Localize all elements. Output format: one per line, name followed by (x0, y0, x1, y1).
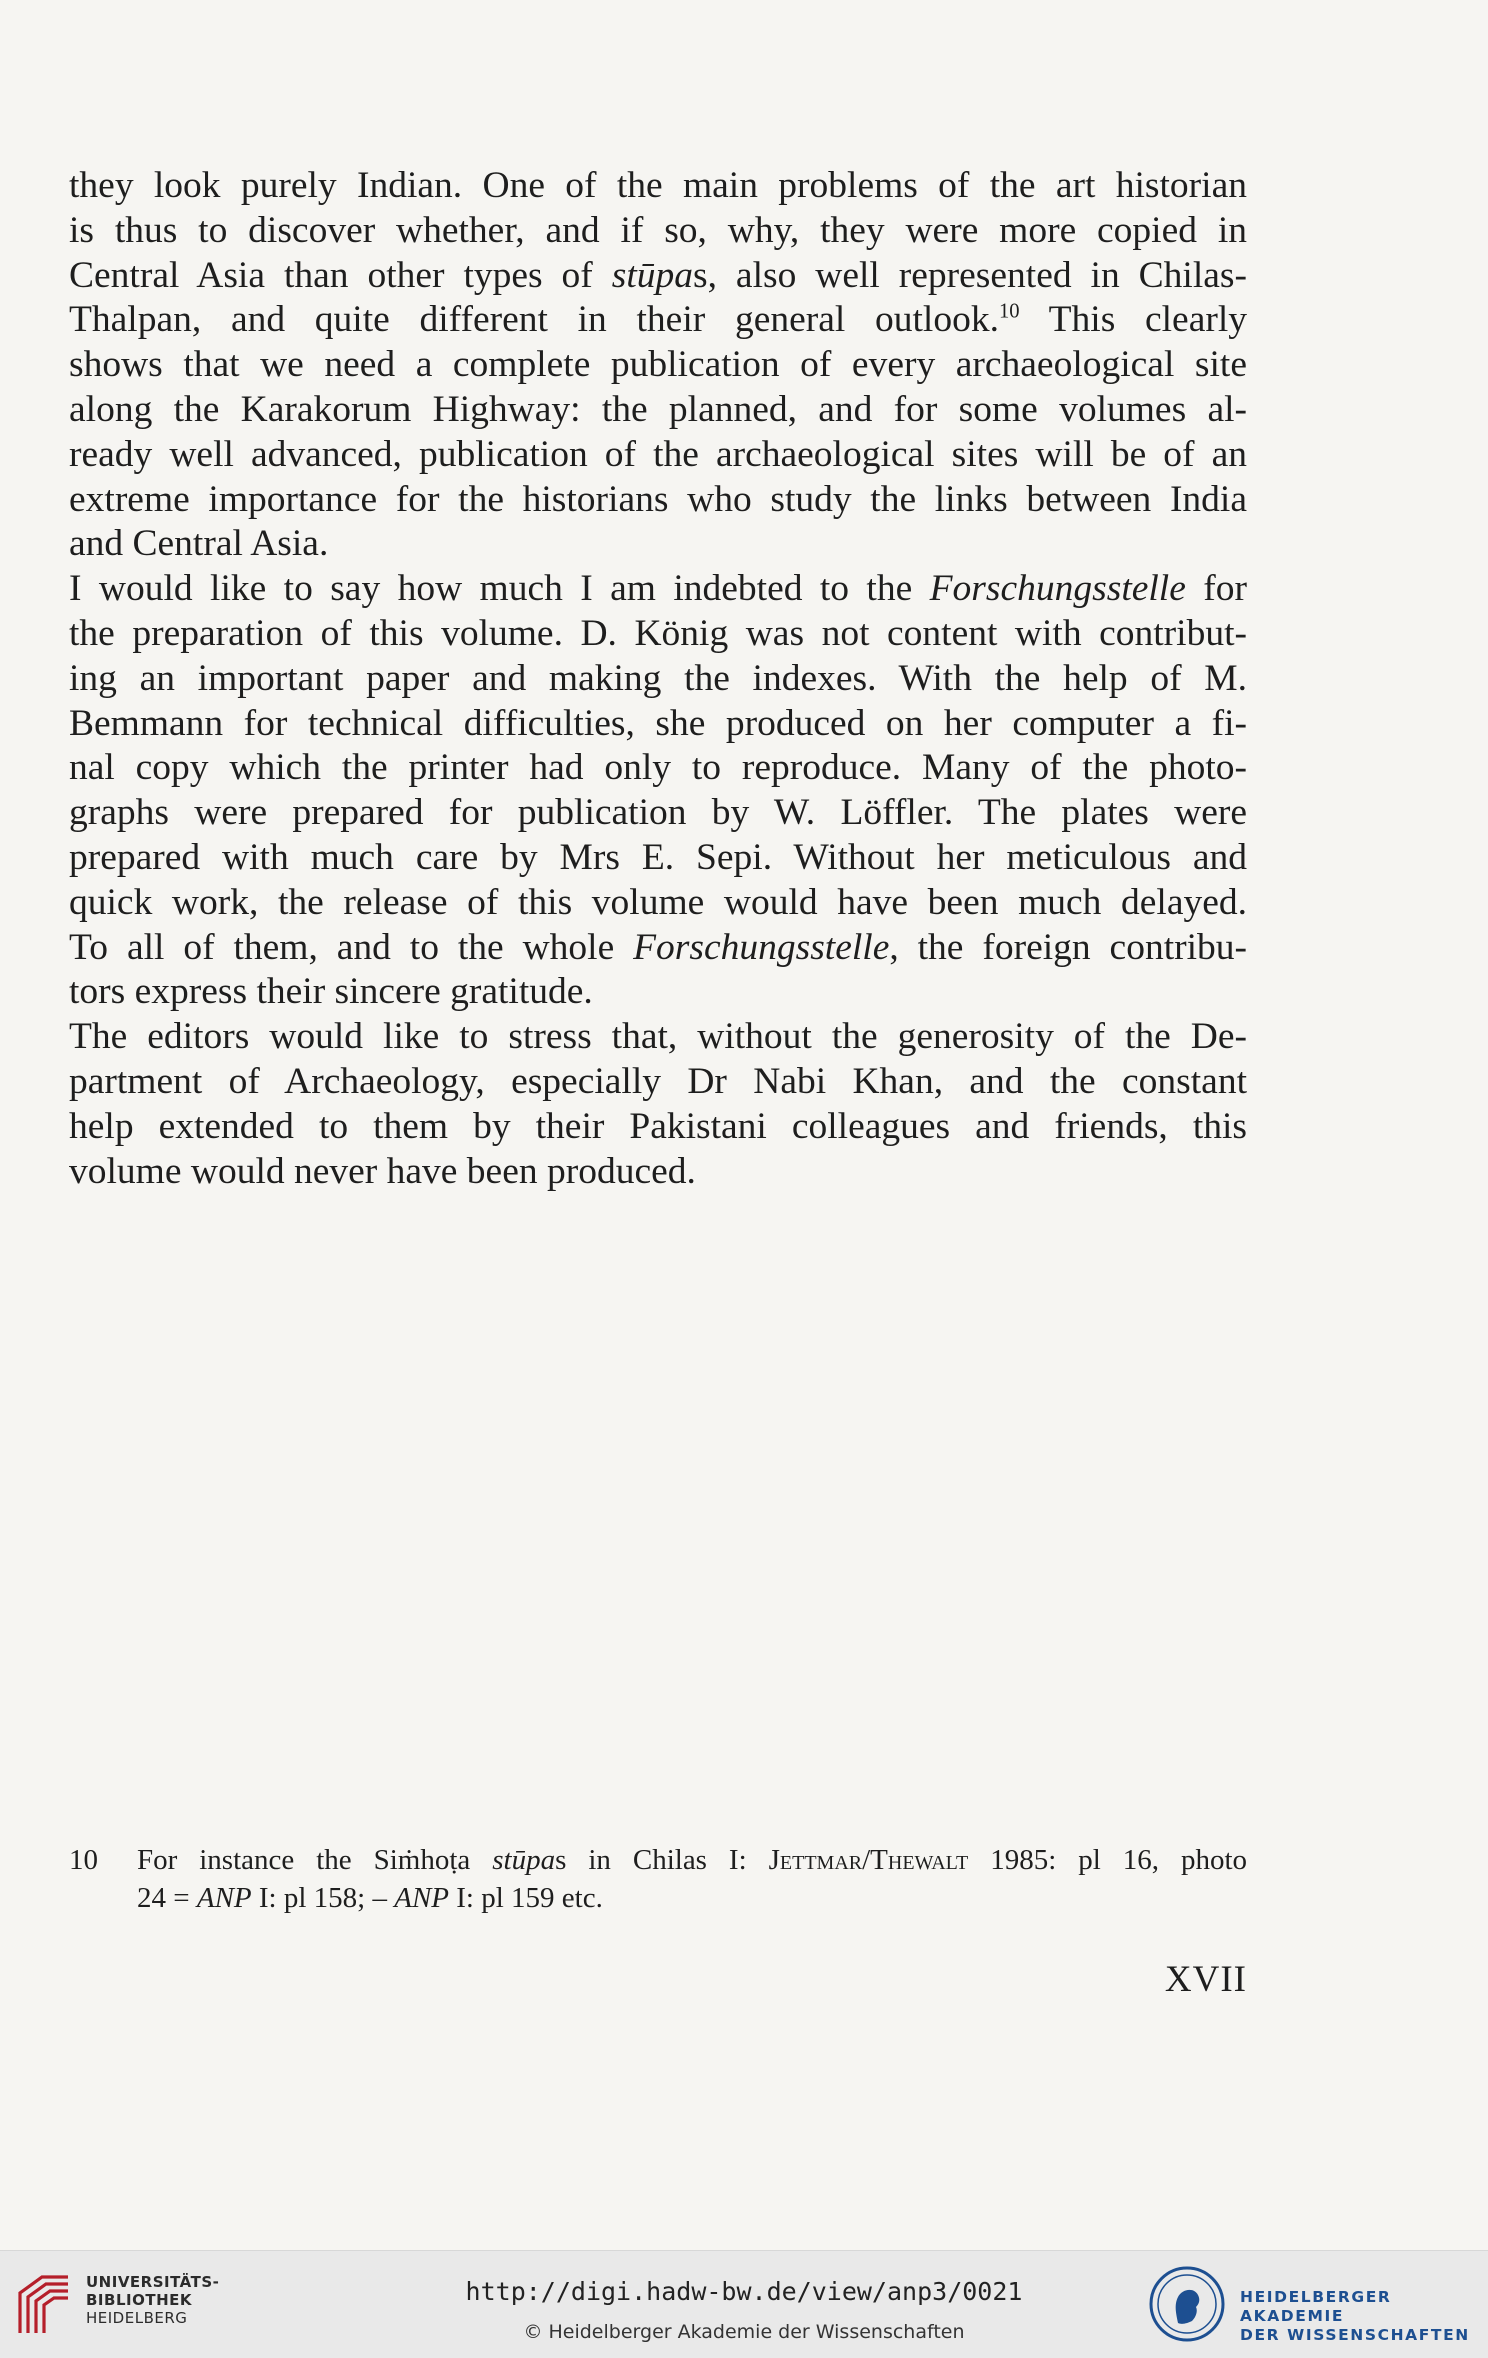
author-names: Jettmar/Thewalt (768, 1844, 969, 1876)
footnote (69, 1841, 1247, 1917)
footer-bar (0, 2250, 1488, 2358)
text-line: graphs were prepared for publication by W. Löffler. The plates were (69, 792, 1247, 834)
italic-term: Forschungsstelle (929, 568, 1186, 610)
library-name-line-1: UNIVERSITÄTS- (86, 2273, 220, 2291)
permalink-url[interactable]: http://digi.hadw-bw.de/view/anp3/0021 (465, 2277, 1023, 2306)
italic-term: ANP (196, 1882, 252, 1914)
copyright-notice: © Heidelberger Akademie der Wissenschaften (523, 2321, 965, 2343)
text-line: The editors would like to stress that, without the generosity of the De- (69, 1016, 1247, 1058)
text-line: I would like to say how much I am indebted to the Forschungsstelle for (69, 568, 1247, 610)
text-line: partment of Archaeology, especially Dr Nabi Khan, and the constant (69, 1060, 1247, 1102)
footnote-line-1: 10 For instance the Siṁhoṭa stūpas in Chilas I: Jettmar/Thewalt 1985: pl 16, photo (69, 1841, 1247, 1879)
italic-term: ANP (394, 1882, 450, 1914)
body-text (69, 164, 1247, 1194)
text-line: is thus to discover whether, and if so, why, they were more copied in (69, 209, 1247, 251)
text-line: ing an important paper and making the indexes. With the help of M. (69, 657, 1247, 699)
academy-name (1240, 2288, 1488, 2345)
academy-name-line-2: DER WISSENSCHAFTEN (1240, 2326, 1470, 2344)
library-name-line-3: HEIDELBERG (86, 2309, 188, 2327)
text-line: shows that we need a complete publication of every archaeological site (69, 344, 1247, 386)
text-line: extreme importance for the historians who study the links between India (69, 478, 1247, 520)
italic-term: stūpa (492, 1844, 556, 1876)
library-name-line-2: BIBLIOTHEK (86, 2291, 192, 2309)
text-line: prepared with much care by Mrs E. Sepi. Without her meticulous and (69, 836, 1247, 878)
text-line: they look purely Indian. One of the main problems of the art historian (69, 165, 1247, 206)
text-line: ready well advanced, publication of the archaeological sites will be of an (69, 433, 1247, 475)
academy-seal-icon (1148, 2265, 1226, 2343)
text-line: quick work, the release of this volume would have been much delayed. (69, 881, 1247, 923)
text-line: To all of them, and to the whole Forschungsstelle, the foreign contribu- (69, 926, 1248, 968)
footnote-line-2: 24 = ANP I: pl 158; – ANP I: pl 159 etc. (137, 1882, 603, 1914)
text-line: nal copy which the printer had only to reproduce. Many of the photo- (69, 747, 1247, 789)
text-line: the preparation of this volume. D. König was not content with contribut- (69, 612, 1247, 654)
text-line: help extended to them by their Pakistani colleagues and friends, this (69, 1105, 1247, 1147)
footnote-reference[interactable]: 10 (998, 300, 1020, 323)
text-line: Thalpan, and quite different in their general outlook.$^{10}$ This clearly (69, 299, 1248, 341)
text-line: Bemmann for technical difficulties, she produced on her computer a fi- (69, 702, 1247, 744)
text-line: tors express their sincere gratitude. (69, 971, 593, 1013)
text-line: and Central Asia. (69, 523, 329, 565)
text-line: along the Karakorum Highway: the planned, and for some volumes al- (69, 388, 1247, 430)
text-line: Central Asia than other types of stūpas, also well represented in Chilas- (69, 254, 1247, 296)
italic-term: stūpa (611, 254, 694, 296)
italic-term: Forschungsstelle (633, 926, 890, 968)
text-line: volume would never have been produced. (69, 1150, 696, 1192)
page-number: XVII (1164, 1959, 1247, 2000)
footnote-number: 10 (69, 1844, 98, 1876)
academy-name-line-1: HEIDELBERGER AKADEMIE (1240, 2288, 1392, 2325)
